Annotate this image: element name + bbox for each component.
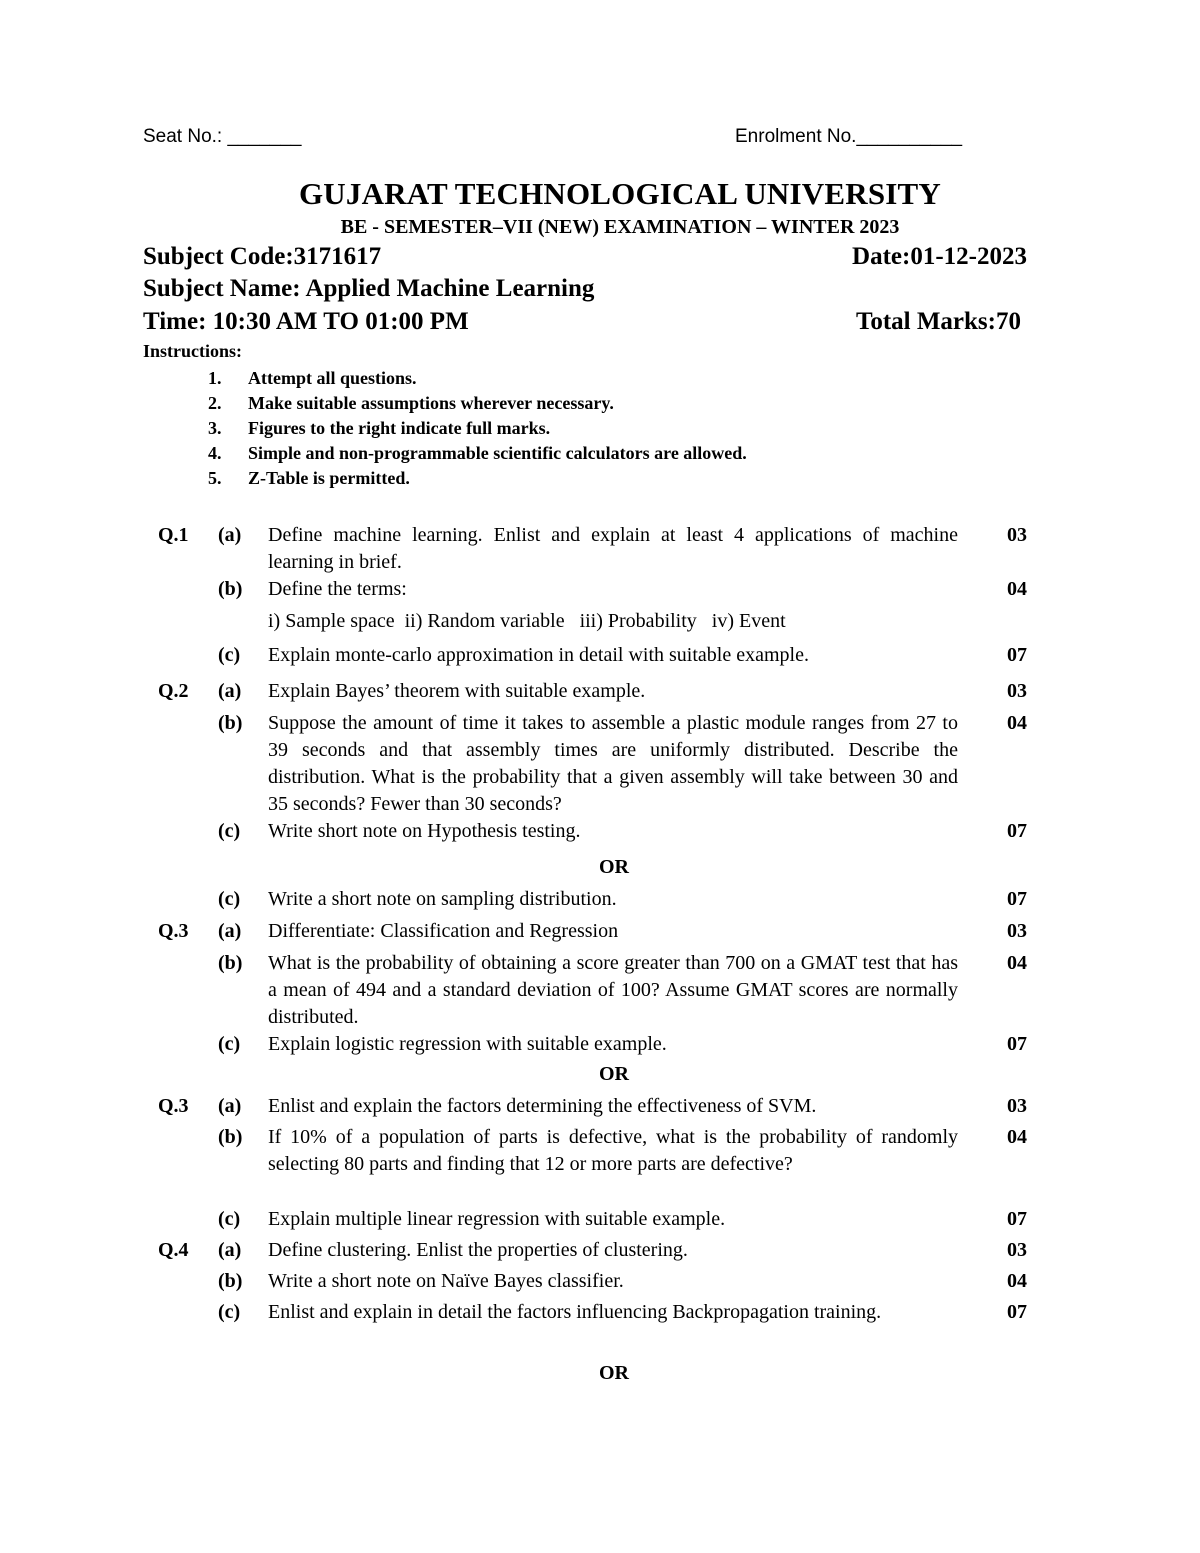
sub-question-label: (c) — [218, 888, 241, 910]
question-marks: 07 — [1007, 644, 1027, 666]
sub-question-label: (b) — [218, 1126, 243, 1148]
question-text: Define machine learning. Enlist and explain at least 4 applications of machine learning in brief. — [268, 524, 958, 573]
seat-number: Seat No.: _______ — [143, 126, 302, 147]
question-text: If 10% of a population of parts is defective, what is the probability of randomly selecting 80 parts and finding that 12 or more parts are defective? — [268, 1126, 958, 1175]
question-text: Enlist and explain the factors determining the effectiveness of SVM. — [268, 1095, 817, 1117]
exam-date: Date:01-12-2023 — [852, 243, 1027, 270]
question-marks: 03 — [1007, 1239, 1027, 1261]
sub-question-label: (a) — [218, 920, 242, 942]
instruction-item: 1. Attempt all questions. — [208, 368, 417, 388]
question-number: Q.2 — [158, 680, 189, 702]
instruction-item: 3. Figures to the right indicate full marks. — [208, 418, 551, 438]
question-subtext: i) Sample space ii) Random variable iii) Probability iv) Event — [268, 610, 786, 632]
sub-question-label: (a) — [218, 1239, 242, 1261]
sub-question-label: (c) — [218, 1208, 241, 1230]
question-text: Define clustering. Enlist the properties of clustering. — [268, 1239, 688, 1261]
instructions-title: Instructions: — [143, 341, 243, 361]
question-text: Write a short note on sampling distribution. — [268, 888, 617, 910]
instruction-item: 5. Z-Table is permitted. — [208, 468, 410, 488]
question-marks: 04 — [1007, 1126, 1027, 1148]
question-text: Explain multiple linear regression with suitable example. — [268, 1208, 726, 1230]
question-marks: 04 — [1007, 952, 1027, 974]
question-marks: 04 — [1007, 578, 1027, 600]
subject-name-row — [143, 275, 1027, 307]
question-marks: 07 — [1007, 1301, 1027, 1323]
question-text: Explain monte-carlo approximation in detail with suitable example. — [268, 644, 809, 666]
question-text: Enlist and explain in detail the factors influencing Backpropagation training. — [268, 1301, 882, 1323]
question-text: Explain logistic regression with suitable example. — [268, 1033, 667, 1055]
sub-question-label: (a) — [218, 1095, 242, 1117]
sub-question-label: (b) — [218, 712, 243, 734]
sub-question-label: (c) — [218, 820, 241, 842]
or-separator: OR — [599, 1362, 629, 1384]
question-marks: 04 — [1007, 712, 1027, 734]
sub-question-label: (a) — [218, 524, 242, 546]
or-separator: OR — [599, 1063, 629, 1085]
question-text: Explain Bayes’ theorem with suitable example. — [268, 680, 646, 702]
question-text: Write a short note on Naïve Bayes classifier. — [268, 1270, 624, 1292]
instruction-item: 4. Simple and non-programmable scientific calculators are allowed. — [208, 443, 747, 463]
or-separator: OR — [599, 856, 629, 878]
sub-question-label: (b) — [218, 1270, 243, 1292]
instructions-list — [208, 366, 747, 491]
sub-question-label: (a) — [218, 680, 242, 702]
question-text: What is the probability of obtaining a score greater than 700 on a GMAT test that has a mean of 494 and a standard deviation of 100? Assume GMAT scores are normally distributed. — [268, 952, 958, 1028]
question-marks: 07 — [1007, 1208, 1027, 1230]
question-marks: 03 — [1007, 1095, 1027, 1117]
question-number: Q.3 — [158, 1095, 189, 1117]
question-text: Write short note on Hypothesis testing. — [268, 820, 581, 842]
question-number: Q.4 — [158, 1239, 189, 1261]
exam-time: Time: 10:30 AM TO 01:00 PM — [143, 308, 469, 335]
question-marks: 07 — [1007, 888, 1027, 910]
instruction-item: 2. Make suitable assumptions wherever necessary. — [208, 393, 614, 413]
exam-title: BE - SEMESTER–VII (NEW) EXAMINATION – WINTER 2023 — [340, 216, 900, 238]
subject-code: Subject Code:3171617 — [143, 243, 382, 270]
question-text: Define the terms: — [268, 578, 407, 600]
question-number: Q.1 — [158, 524, 189, 546]
enrolment-number: Enrolment No.__________ — [735, 126, 963, 147]
question-marks: 03 — [1007, 920, 1027, 942]
subject-name: Subject Name: Applied Machine Learning — [143, 275, 595, 302]
sub-question-label: (b) — [218, 578, 243, 600]
sub-question-label: (c) — [218, 1033, 241, 1055]
question-text: Suppose the amount of time it takes to assemble a plastic module ranges from 27 to 39 seconds and that assembly times are uniformly distributed. Describe the distribution. What is the probability that a given assembly will take between 30 and 35 seconds? Fewer than 30 seconds? — [268, 712, 958, 815]
question-marks: 04 — [1007, 1270, 1027, 1292]
university-title: GUJARAT TECHNOLOGICAL UNIVERSITY — [298, 176, 942, 211]
sub-question-label: (c) — [218, 644, 241, 666]
question-marks: 03 — [1007, 524, 1027, 546]
subject-code-row — [143, 243, 1027, 275]
question-marks: 07 — [1007, 1033, 1027, 1055]
seat-enrolment-row — [143, 126, 1005, 154]
question-text: Differentiate: Classification and Regression — [268, 920, 619, 942]
sub-question-label: (b) — [218, 952, 243, 974]
question-number: Q.3 — [158, 920, 189, 942]
total-marks: Total Marks:70 — [855, 308, 1021, 335]
question-marks: 03 — [1007, 680, 1027, 702]
sub-question-label: (c) — [218, 1301, 241, 1323]
time-row — [143, 308, 1027, 340]
question-marks: 07 — [1007, 820, 1027, 842]
